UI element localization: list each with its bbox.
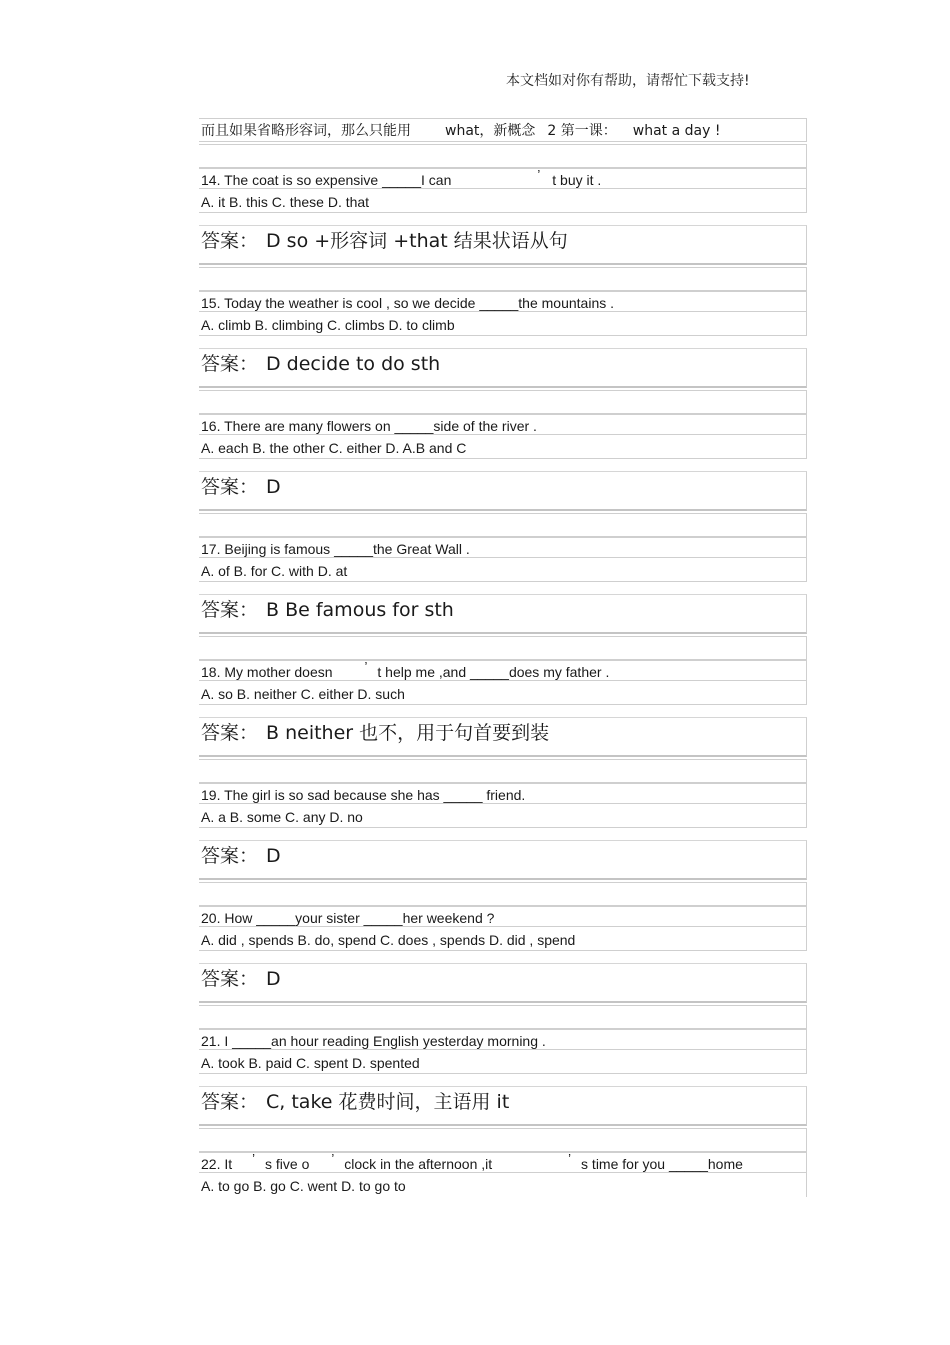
blank-row xyxy=(199,390,807,414)
question-text: 15. Today the weather is cool , so we decide _____the mountains . xyxy=(201,295,615,311)
options-row: A. a B. some C. any D. no xyxy=(199,804,807,828)
question-row xyxy=(199,1152,807,1173)
answer-text: D xyxy=(266,968,281,990)
options-row: A. did , spends B. do, spend C. does , spends D. did , spend xyxy=(199,927,807,951)
question-row xyxy=(199,660,807,681)
answer-label: 答案： xyxy=(201,476,259,498)
apostrophe: ’ xyxy=(364,659,368,674)
question-row xyxy=(199,168,807,189)
answer-label: 答案： xyxy=(201,1091,259,1113)
apostrophe: ’ xyxy=(252,1151,256,1166)
question-row xyxy=(199,783,807,804)
intro-text-2: what，新概念 xyxy=(445,123,536,139)
blank-row xyxy=(199,267,807,291)
question-row xyxy=(199,537,807,558)
question-text: t help me ,and _____does my father . xyxy=(377,664,610,680)
options-row: A. so B. neither C. either D. such xyxy=(199,681,807,705)
question-row xyxy=(199,1029,807,1050)
question-text: 16. There are many flowers on _____side of the river . xyxy=(201,418,537,434)
blank-row xyxy=(199,1128,807,1152)
intro-text-1: 而且如果省略形容词，那么只能用 xyxy=(201,123,411,139)
answer-label: 答案： xyxy=(201,722,259,744)
blank-row xyxy=(199,636,807,660)
answer-label: 答案： xyxy=(201,353,259,375)
question-text: t buy it . xyxy=(552,172,602,188)
question-text: 17. Beijing is famous _____the Great Wall . xyxy=(201,541,470,557)
question-text: 22. It xyxy=(201,1156,233,1172)
answer-label: 答案： xyxy=(201,599,259,621)
answer-row xyxy=(199,225,807,265)
options-row: A. climb B. climbing C. climbs D. to climb xyxy=(199,312,807,336)
answer-text: C, take 花费时间，主语用 it xyxy=(266,1091,510,1113)
question-text: 20. How _____your sister _____her weekend ? xyxy=(201,910,495,926)
answer-row xyxy=(199,471,807,511)
apostrophe: ’ xyxy=(331,1151,335,1166)
answer-row xyxy=(199,963,807,1003)
answer-row xyxy=(199,594,807,634)
blank-row xyxy=(199,759,807,783)
answer-label: 答案： xyxy=(201,968,259,990)
header-note: 本文档如对你有帮助，请帮忙下载支持! xyxy=(506,73,750,89)
intro-text-3: 2 第一课： xyxy=(547,123,617,139)
blank-row xyxy=(199,882,807,906)
question-text: 21. I _____an hour reading English yesterday morning . xyxy=(201,1033,546,1049)
apostrophe: ’ xyxy=(568,1151,572,1166)
question-text: s five o xyxy=(265,1156,310,1172)
options-row: A. each B. the other C. either D. A.B and C xyxy=(199,435,807,459)
blank-row xyxy=(199,144,807,168)
answer-row xyxy=(199,348,807,388)
intro-line xyxy=(199,118,807,142)
options-row: A. to go B. go C. went D. to go to xyxy=(199,1173,807,1197)
intro-text-4: what a day ! xyxy=(632,123,721,139)
answer-label: 答案： xyxy=(201,230,259,252)
answer-text: B neither 也不，用于句首要到装 xyxy=(266,722,550,744)
answer-text: D so +形容词 +that 结果状语从句 xyxy=(266,230,568,252)
question-text: 19. The girl is so sad because she has _____ friend. xyxy=(201,787,526,803)
options-row: A. took B. paid C. spent D. spented xyxy=(199,1050,807,1074)
question-row xyxy=(199,414,807,435)
question-row xyxy=(199,906,807,927)
answer-text: D decide to do sth xyxy=(266,353,441,375)
answer-row xyxy=(199,717,807,757)
blank-row xyxy=(199,1005,807,1029)
question-row xyxy=(199,291,807,312)
answer-row xyxy=(199,1086,807,1126)
options-row: A. it B. this C. these D. that xyxy=(199,189,807,213)
document-body xyxy=(199,118,807,1197)
apostrophe: ’ xyxy=(537,167,541,182)
answer-label: 答案： xyxy=(201,845,259,867)
options-row: A. of B. for C. with D. at xyxy=(199,558,807,582)
blank-row xyxy=(199,513,807,537)
question-text: 14. The coat is so expensive _____I can xyxy=(201,172,452,188)
answer-text: B Be famous for sth xyxy=(266,599,454,621)
answer-text: D xyxy=(266,476,281,498)
answer-row xyxy=(199,840,807,880)
question-text: clock in the afternoon ,it xyxy=(344,1156,493,1172)
question-text: s time for you _____home xyxy=(581,1156,743,1172)
question-text: 18. My mother doesn xyxy=(201,664,333,680)
answer-text: D xyxy=(266,845,281,867)
